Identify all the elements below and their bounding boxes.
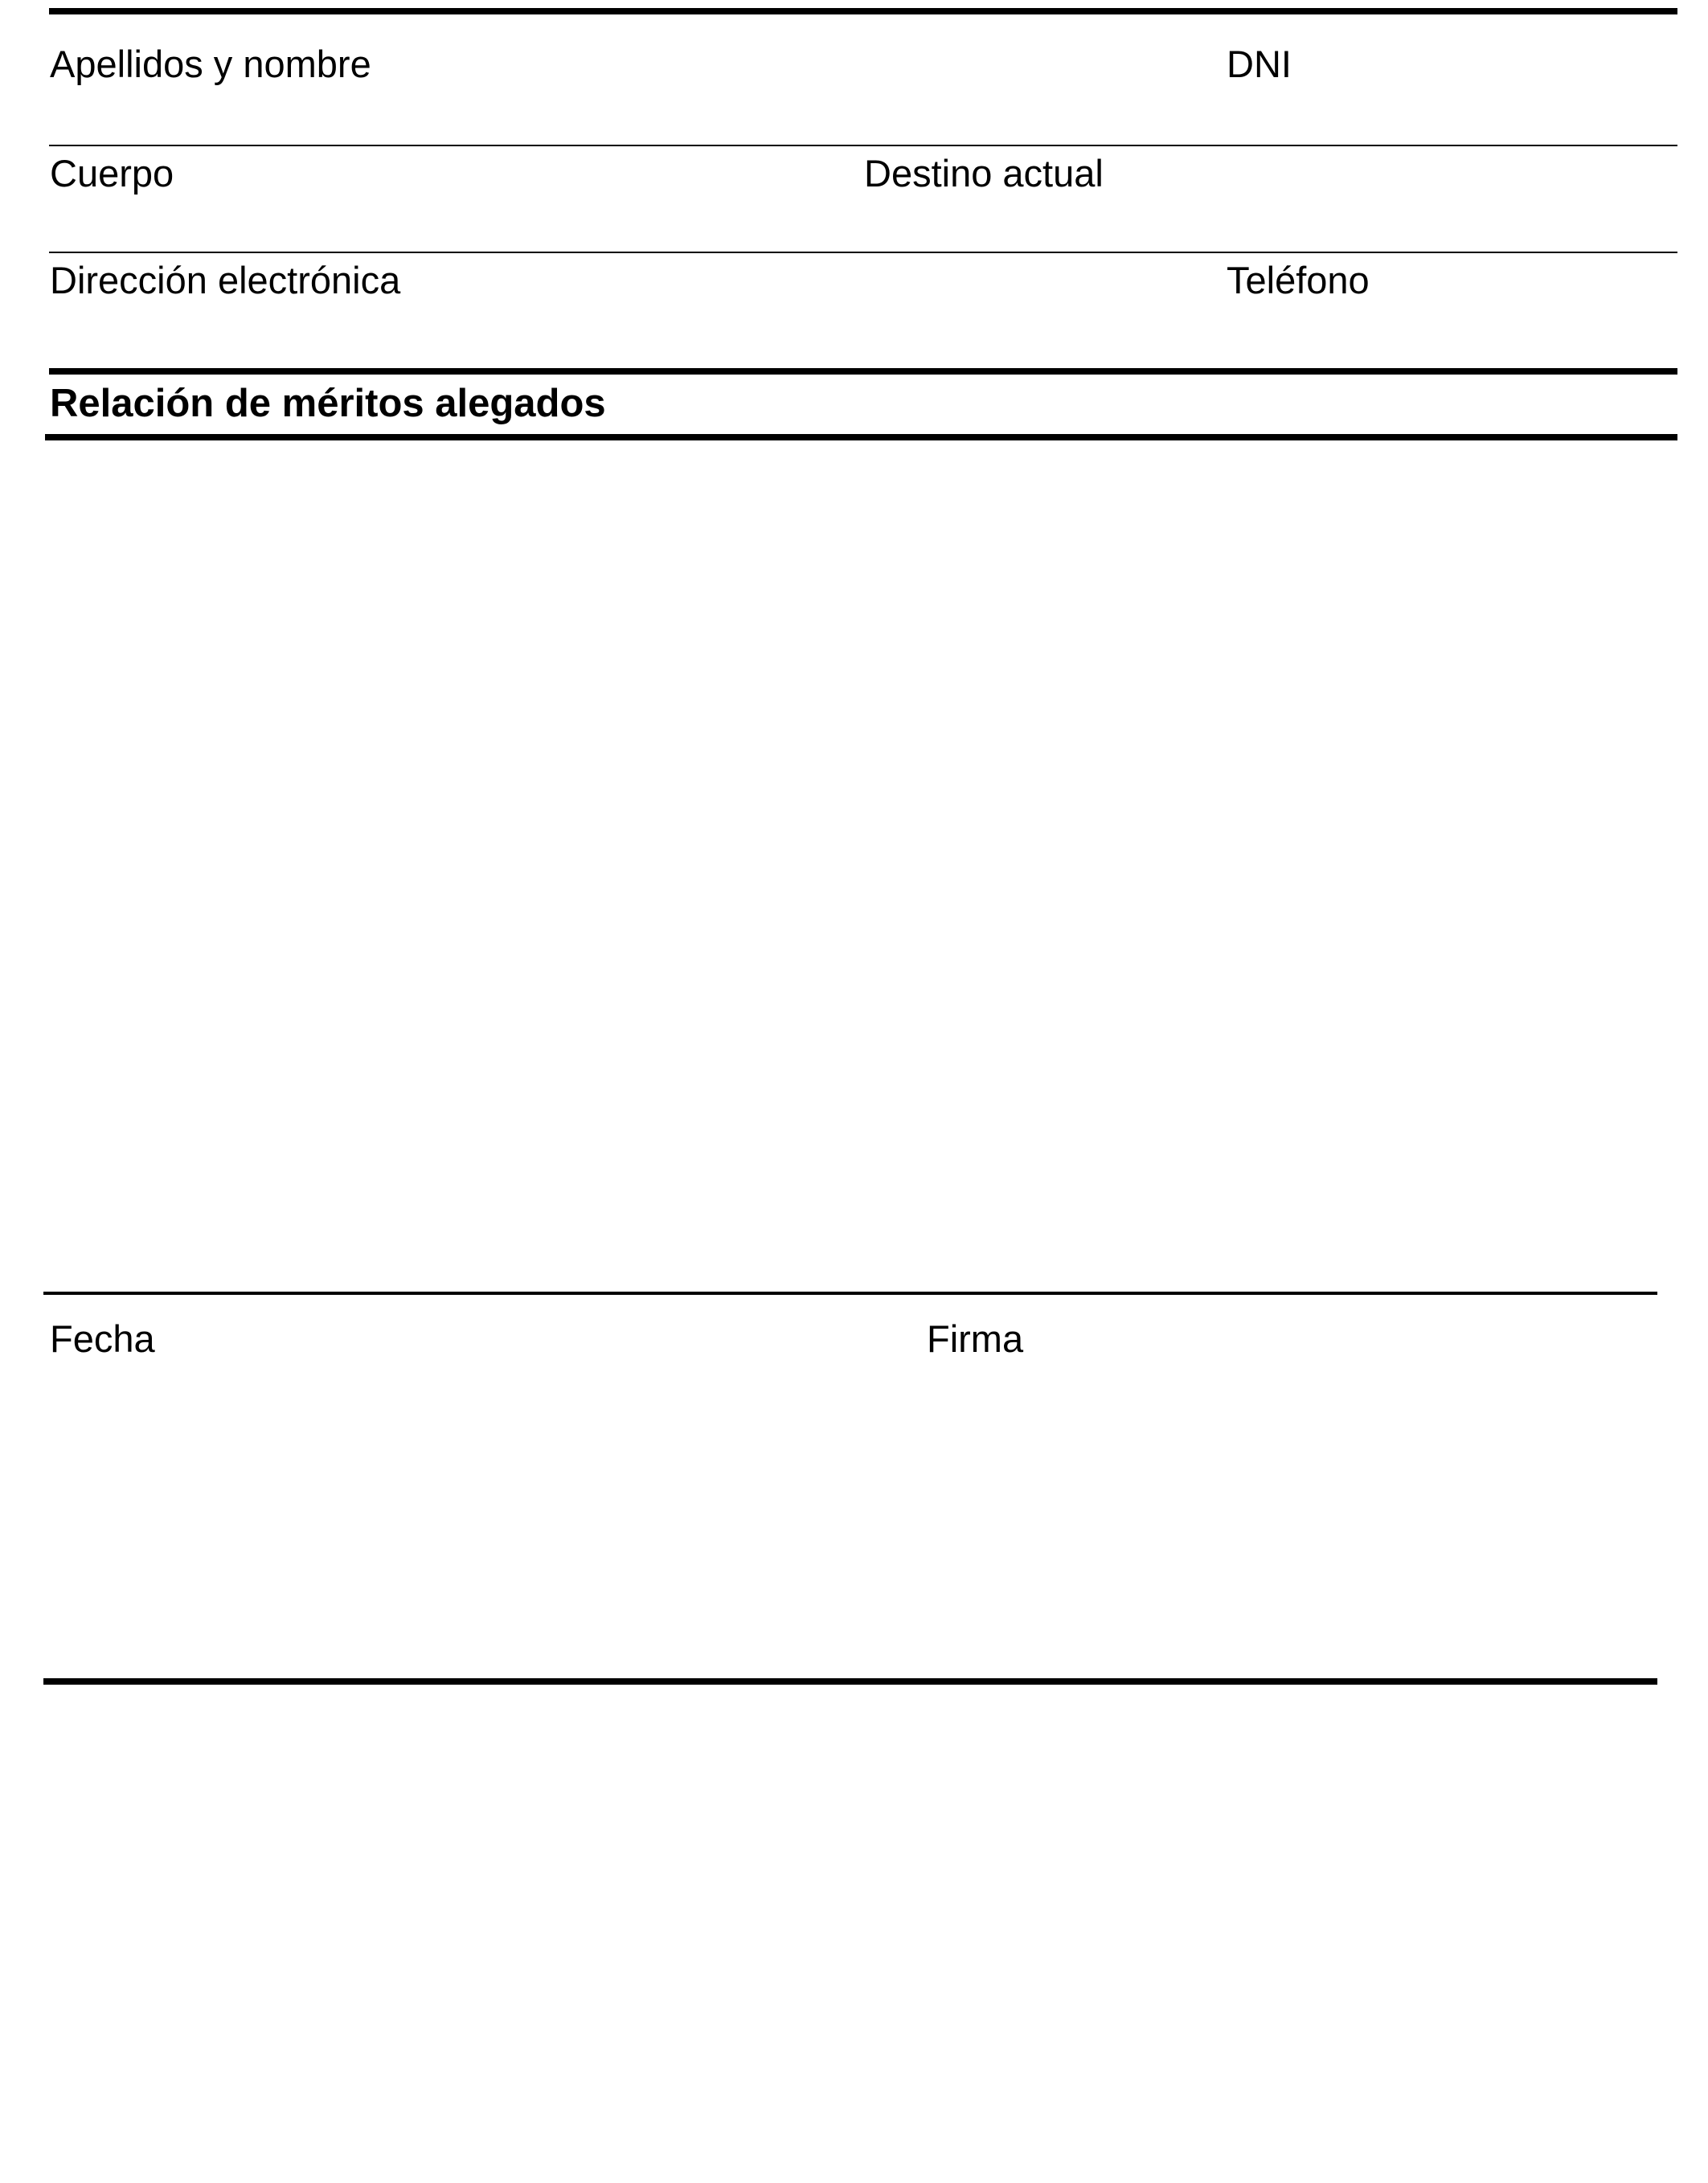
full-name-label: Apellidos y nombre: [50, 43, 371, 85]
signature-label: Firma: [927, 1317, 1024, 1360]
merits-text-area[interactable]: [49, 444, 1657, 1288]
corps-field[interactable]: [49, 197, 853, 250]
signature-top-rule: [43, 1292, 1657, 1295]
current-post-field[interactable]: [864, 197, 1676, 250]
email-label: Dirección electrónica: [50, 259, 401, 301]
phone-field[interactable]: [1227, 305, 1677, 366]
row-divider-1: [49, 145, 1677, 146]
merits-bottom-rule: [45, 434, 1677, 440]
date-field[interactable]: [49, 1366, 917, 1672]
dni-field[interactable]: [1227, 88, 1677, 143]
email-field[interactable]: [49, 305, 1214, 366]
merits-top-rule: [49, 368, 1677, 375]
row-divider-2: [49, 252, 1677, 253]
bottom-rule: [43, 1678, 1657, 1685]
current-post-label: Destino actual: [864, 152, 1104, 195]
corps-label: Cuerpo: [50, 152, 174, 195]
merits-heading: Relación de méritos alegados: [50, 382, 606, 425]
top-rule: [49, 8, 1677, 14]
full-name-field[interactable]: [49, 88, 1214, 143]
date-label: Fecha: [50, 1317, 155, 1360]
signature-field[interactable]: [927, 1366, 1654, 1672]
phone-label: Teléfono: [1227, 259, 1370, 301]
dni-label: DNI: [1227, 43, 1292, 85]
